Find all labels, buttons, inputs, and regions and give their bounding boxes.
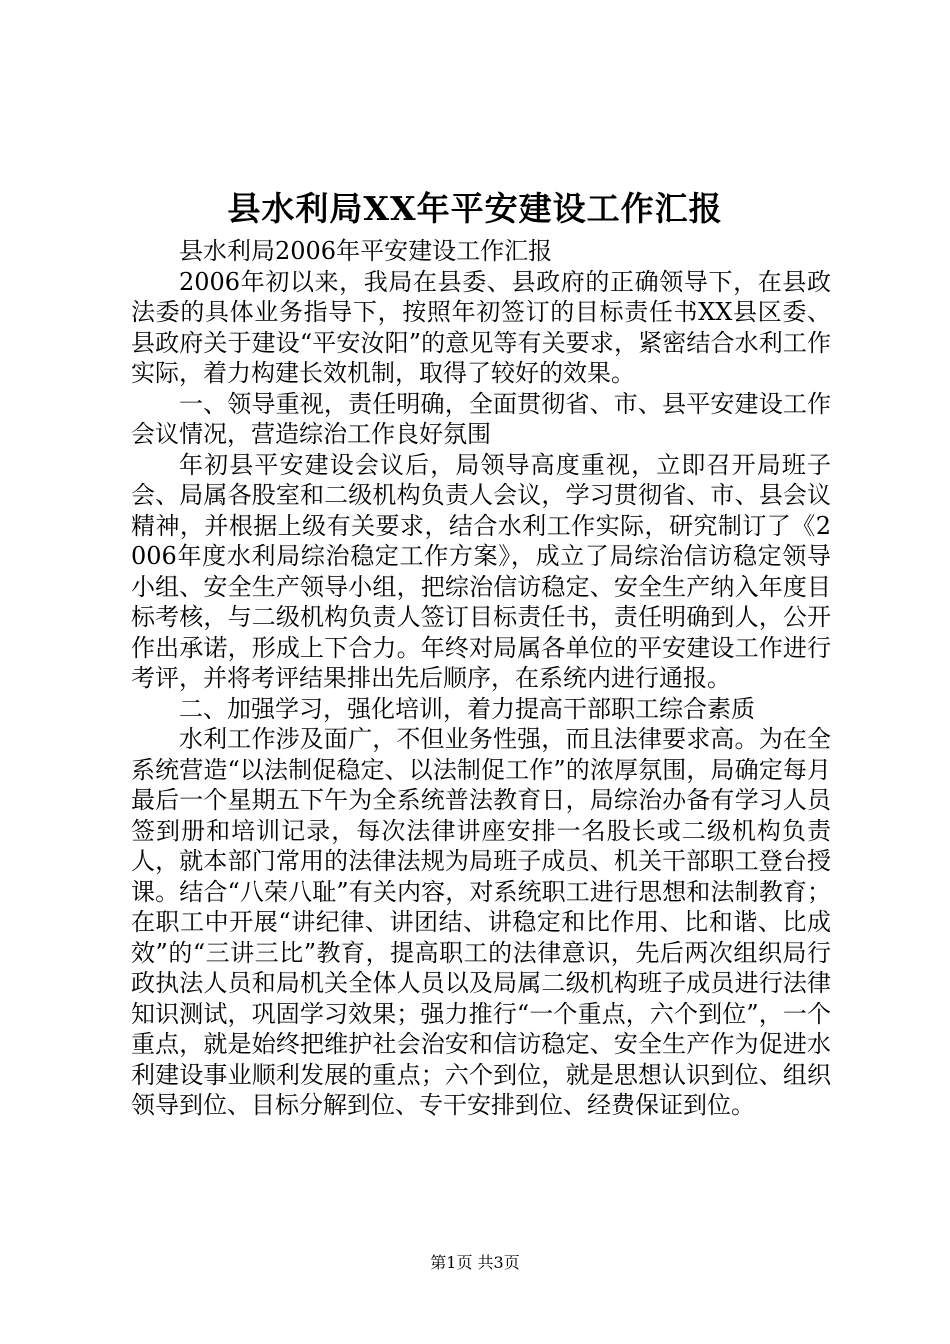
section-1-paragraph: 年初县平安建设会议后，局领导高度重视，立即召开局班子会、局属各股室和二级机构负责人会议，学习贯彻省、市、县会议精神，并根据上级有关要求，结合水利工作实际，研究制订了《2006年度水利局综治稳定工作方案》，成立了局综治信访稳定领导小组、安全生产领导小组，把综治信访稳定、安全生产纳入年度目标考核，与二级机构负责人签订目标责任书，责任明确到人，公开作出承诺，形成上下合力。年终对局属各单位的平安建设工作进行考评，并将考评结果排出先后顺序，在系统内进行通报。 bbox=[131, 450, 831, 692]
subtitle-paragraph: 县水利局2006年平安建设工作汇报 bbox=[179, 237, 553, 265]
document-title: 县水利局XX年平安建设工作汇报 bbox=[227, 189, 723, 228]
section-heading-1: 一、领导重视，责任明确，全面贯彻省、市、县平安建设工作会议情况，营造综治工作良好氛围 bbox=[131, 389, 831, 448]
intro-paragraph: 2006年初以来，我局在县委、县政府的正确领导下，在县政法委的具体业务指导下，按照年初签订的目标责任书XX县区委、县政府关于建设“平安汝阳”的意见等有关要求，紧密结合水利工作实际，着力构建长效机制，取得了较好的效果。 bbox=[131, 267, 831, 387]
section-2-paragraph: 水利工作涉及面广，不但业务性强，而且法律要求高。为在全系统营造“以法制促稳定、以法制促工作”的浓厚氛围，局确定每月最后一个星期五下午为全系统普法教育日，局综治办备有学习人员签到册和培训记录，每次法律讲座安排一名股长或二级机构负责人，就本部门常用的法律法规为局班子成员、机关干部职工登台授课。结合“八荣八耻”有关内容，对系统职工进行思想和法制教育；在职工中开展“讲纪律、讲团结、讲稳定和比作用、比和谐、比成效”的“三讲三比”教育，提高职工的法律意识，先后两次组织局行政执法人员和局机关全体人员以及局属二级机构班子成员进行法律知识测试，巩固学习效果；强力推行“一个重点，六个到位”，一个重点，就是始终把维护社会治安和信访稳定、安全生产作为促进水利建设事业顺利发展的重点；六个到位，就是思想认识到位、组织领导到位、目标分解到位、专干安排到位、经费保证到位。 bbox=[131, 725, 831, 1119]
section-heading-2: 二、加强学习，强化培训，着力提高干部职工综合素质 bbox=[179, 694, 755, 723]
page-number: 第1页 共3页 bbox=[430, 1253, 520, 1272]
document-body bbox=[131, 236, 831, 1121]
